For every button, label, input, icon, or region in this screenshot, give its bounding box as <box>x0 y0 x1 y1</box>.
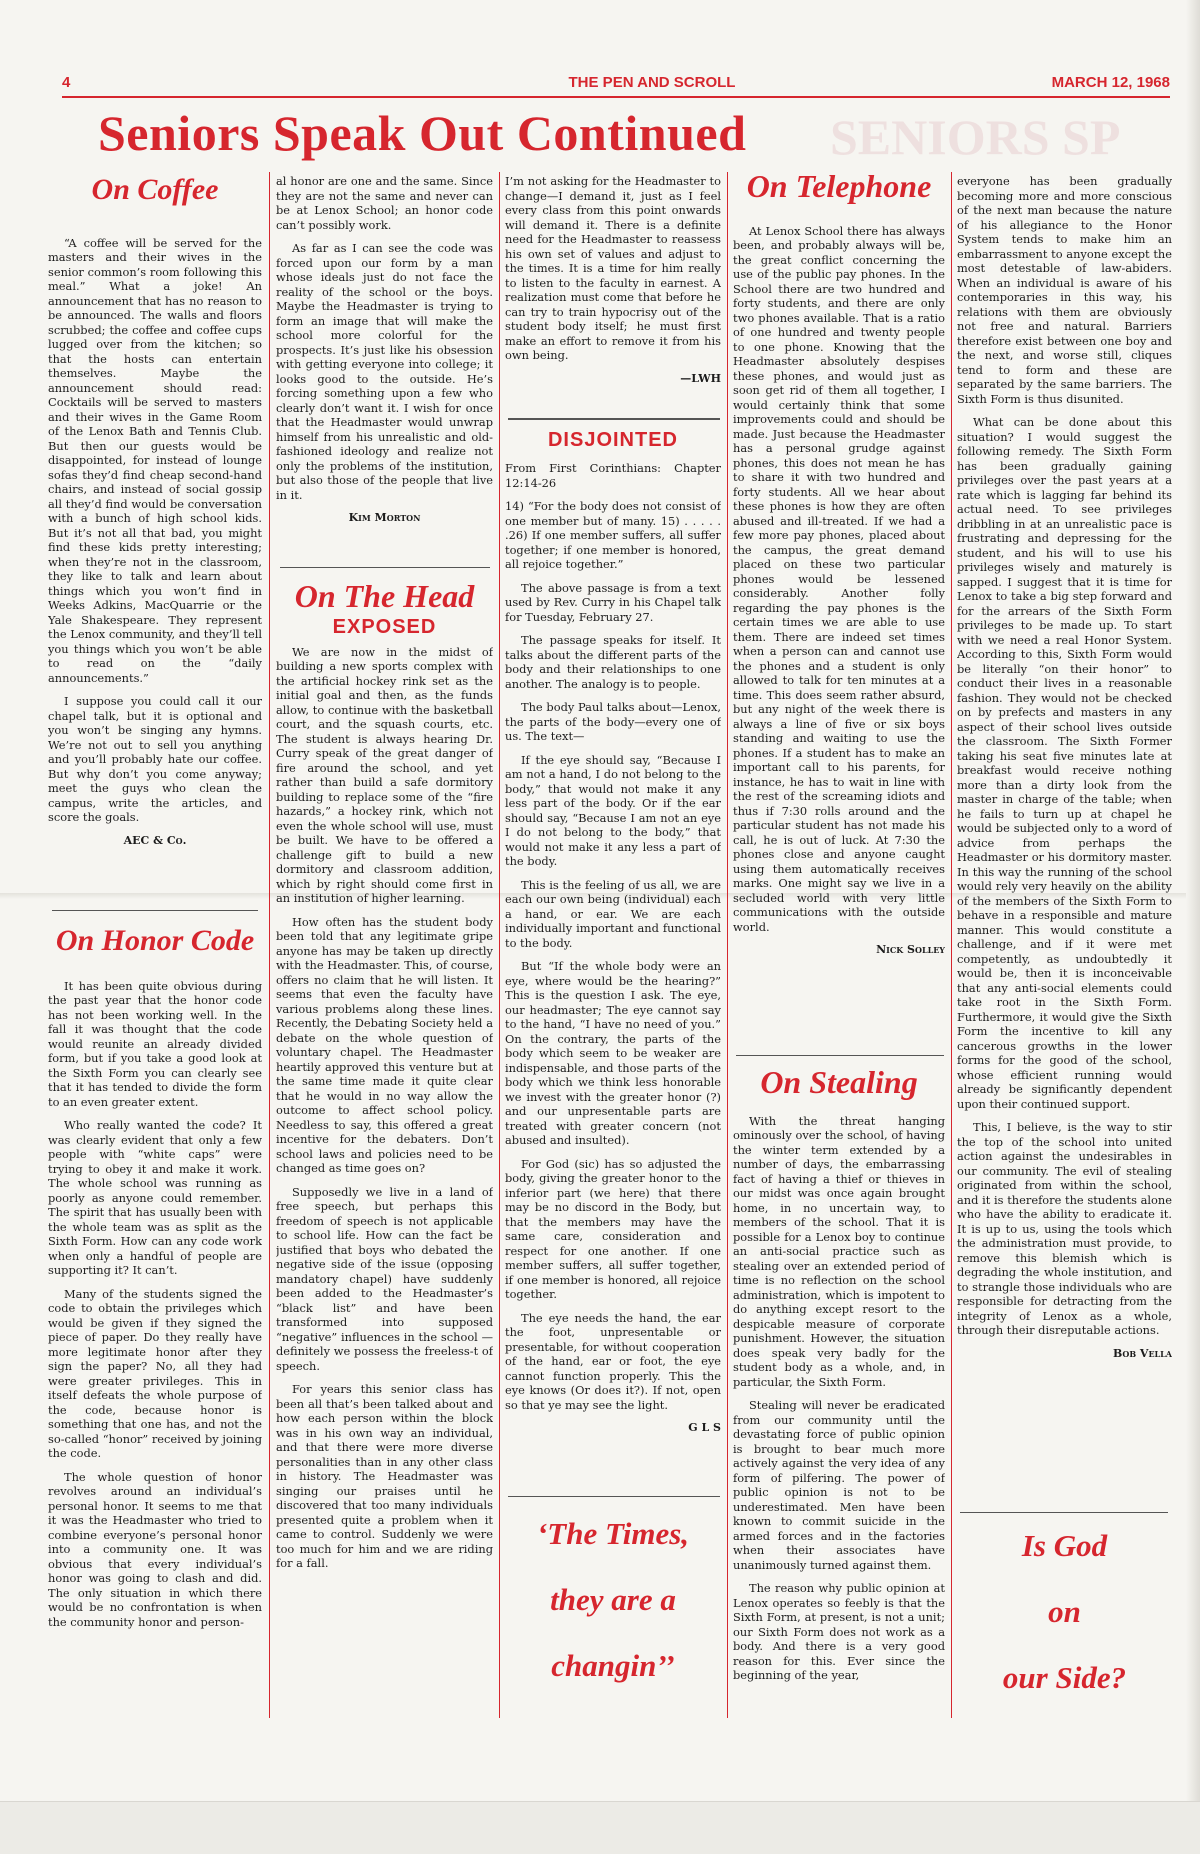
paragraph: Stealing will never be eradicated from our community until the devastating force of public opinion is brought to bear much more actively against the very idea of any form of pilfering. The power of public opinion is not to be underestimated. Men have been known to commit suicide in the armed forces and in the factories when their associates have unanimously turned against them. <box>733 1398 945 1572</box>
section-subtitle: EXPOSED <box>332 615 437 638</box>
paragraph: But “If the whole body were an eye, where would be the hearing?” This is the question I ask. The eye, our headmaster; The eye cannot say to the hand, “I have no need of you.” On the contrary, the parts of the body which seem to be weaker are indispensable, and those parts of the body which we think less honorable we invest with the greater honor (?) and our unpresentable parts are treated with greater concern (not abused and insulted). <box>505 959 721 1147</box>
scan-bottom-strip <box>0 1801 1200 1854</box>
paragraph: al honor are one and the same. Since they are not the same and never can be at Lenox School; an honor code can’t possibly work. <box>276 174 493 232</box>
column-rule <box>951 172 952 1718</box>
paragraph: The eye needs the hand, the ear the foot, unpresentable or presentable, for without cooperation of the hand, ear or foot, the eye cannot function properly. This the eye knows (Or does it?). If not, open so that ye may see the light. <box>505 1310 721 1412</box>
pull-quote-line: they are a <box>550 1582 676 1617</box>
pull-quote-times <box>505 1518 721 1718</box>
article-rule <box>960 1512 1168 1513</box>
paragraph: For God (sic) has so adjusted the body, giving the greater honor to the inferior part (we here) that there may be no discord in the Body, but that the members may have the same care, consideration and respect for one another. If one member suffers, all suffer together, if one member is honored, all rejoice together. <box>505 1156 721 1301</box>
byline: Kim Morton <box>348 511 421 524</box>
article-rule <box>508 418 720 420</box>
pull-quote-line: ‘The Times, <box>536 1518 690 1551</box>
paragraph: Supposedly we live in a land of free speech, but perhaps this freedom of speech is not applicable to school life. How can the fact be justified that boys who debated the negative side of the issue (opposing mandatory chapel) have suddenly been added to the Headmaster’s “black list” and have been transformed into supposed “negative” influences in the school —definitely we possess the freeless-t of speech. <box>276 1184 493 1373</box>
show-through-headline: SENIORS SP <box>830 109 1121 165</box>
pull-quote-line: changin’’ <box>551 1648 675 1683</box>
section-title: On The Head <box>294 580 475 614</box>
paragraph: If the eye should say, “Because I am not a hand, I do not belong to the body,” that would not make it any less part of the body. Or if the ear should say, “Because I am not an eye I do not belong to the body,” that would not make it any less a part of the body. <box>505 752 721 868</box>
pull-quote-line: on <box>1048 1594 1081 1629</box>
paragraph: We are now in the midst of building a new sports complex with the artificial hockey rink set as the initial goal and then, as the funds allow, to continue with the basketball court, and the squash courts, etc. The student is always hearing Dr. Curry speak of the great danger of fire around the school, and yet rather than build a safe dormitory building to replace some of the “fire hazards,” a hockey rink, which not even the whole school will use, must be built. We have to be offered a challenge gift to build a new dormitory and classroom addition, which by right should come first in an institution of higher learning. <box>276 644 493 906</box>
article-on-stealing <box>733 1066 945 1738</box>
article-rule <box>508 1496 720 1497</box>
pull-quote-god <box>957 1530 1172 1730</box>
paragraph: This, I believe, is the way to stir the top of the school into united action against the undesirables in our community. The evil of stealing originated from within the school, and it is therefore the students alone who have the ability to eradicate it. It is up to us, using the tools which the administration must provide, to remove this blemish which is degrading the whole institution, and to strangle those individuals who are responsible for detracting from the integrity of Lenox as a whole, through their disreputable actions. <box>957 1120 1172 1337</box>
article-on-stealing-continued <box>957 174 1172 1516</box>
page-number: 4 <box>62 74 71 91</box>
paragraph: For years this senior class has been all that’s been talked about and how each person within the block was in his own way an individual, and that there were more diverse personalities than in any other class in history. The Headmaster was singing our praises until he discovered that too many individuals presented quite a problem when it came to control. Suddenly we were too much for him and we are riding for a fall. <box>276 1382 493 1571</box>
column-rule <box>499 172 500 1718</box>
article-disjointed <box>505 430 721 1490</box>
paragraph: What can be done about this situation? I would suggest the following remedy. The Sixth Form has been gradually gaining privileges over the past years at a rate which is lagging far behind its actual need. To see privileges dribbling in at an unrealistic pace is frustrating and depressing for the student, and his will to use his privileges wisely and maturely is sapped. I suggest that it is time for Lenox to take a big step forward and for the arrears of the Sixth Form privileges to be made up. To start with we need a real Honor System. According to this, Sixth Form would be literally “on their honor” to conduct their lives in a reasonable fashion. They would not be checked on by prefects and masters in any aspect of their school lives outside the classroom. The Sixth Former taking his seat five minutes late at breakfast would receive nothing more than a dirty look from the master in charge of the table; when he fails to turn up at chapel he would be subjected only to a word of advice from perhaps the Headmaster or his dormitory master. In this way the running of the school would rely very heavily on the ability of the members of the Sixth Form to behave in a responsible and mature manner. This would constitute a challenge, and if it were met competently, as undoubtedly it would be, then it is inconceivable that any anti-social elements could take root in the Sixth Form. Furthermore, it would give the Sixth Form the incentive to kill any cancerous growths in the lower forms for the good of the school, whose efficient running would already be significantly dependent upon their continued support. <box>957 415 1172 1111</box>
paragraph: As far as I can see the code was forced upon our form by a man whose ideals just do not face the reality of the school or the boys. Maybe the Headmaster is trying to form an image that will make the school more colorful for the prospects. It’s just like his obsession with getting everyone into college; it looks good to the outside. He’s forcing something upon a few who clearly don’t want it. I wish for once that the Headmaster would unwrap himself from his unrealistic and old-fashioned ideology and realize not only the problems of the institution, but also those of the people that live in it. <box>276 241 493 502</box>
paragraph: The body Paul talks about—Lenox, the parts of the body—every one of us. The text— <box>505 700 721 743</box>
section-title: On Honor Code <box>55 925 255 957</box>
paragraph: With the threat hanging ominously over the school, of having the winter term extended by a number of days, the embarrassing fact of having a thief or thieves in our midst was once again brought home, in no uncertain way, to members of the school. That it is possible for a Lenox boy to continue an anti-social practice such as stealing over an extended period of time is no reflection on the school administration, which is impotent to do anything except resort to the despicable measure of corporate punishment. However, the situation does speak very badly for the student body as a whole, and, in particular, the Sixth Form. <box>733 1113 945 1389</box>
paragraph: Many of the students signed the code to obtain the privileges which would be given if they signed the piece of paper. Do they really have more legitimate honor after they sign the paper? No, all they had were greater privileges. This in itself defeats the whole purpose of the code, because honor is something that one has, and not the so-called “honor” received by joining the code. <box>48 1286 262 1460</box>
column-rule <box>269 172 270 1718</box>
column-rule <box>727 172 728 1718</box>
article-on-the-head <box>276 580 493 1737</box>
article-on-telephone <box>733 170 945 1050</box>
paragraph: Who really wanted the code? It was clearly evident that only a few people with “white caps” were trying to obey it and make it work. The whole school was running as poorly as anyone could remember. The spirit that has usually been with the whole team was as split as the Sixth Form. How can any code work when only a handful of people are supporting it? It can’t. <box>48 1118 262 1277</box>
article-on-coffee <box>48 174 262 904</box>
article-rule <box>52 910 258 911</box>
section-title: On Telephone <box>746 170 932 204</box>
paragraph: everyone has been gradually becoming more and more conscious of the next man because the nature of his allegiance to the Honor System tends to make him an embarrassment to anyone except the most detestable of law-abiders. When an individual is aware of his contemporaries in this way, his relations with them are obviously not free and natural. Barriers therefore exist between one boy and the next, and worse still, cliques tend to form and these are separated by the same barriers. The Sixth Form is thus disunited. <box>957 174 1172 406</box>
paragraph: I’m not asking for the Headmaster to change—I demand it, just as I feel every class from this point onwards will demand it. There is a definite need for the Headmaster to reassess his own set of values and adjust to the times. It is a time for him really to listen to the faculty in earnest. A realization must come that before he can try to train hypocrisy out of the student body itself; he must first make an effort to remove it from his own being. <box>505 174 721 362</box>
issue-date: MARCH 12, 1968 <box>1051 74 1170 91</box>
page-edge-shadow <box>1186 0 1200 1854</box>
byline: —LWH <box>680 371 721 385</box>
masthead <box>62 74 1170 98</box>
paragraph: It has been quite obvious during the past year that the honor code has not been working well. In the fall it was thought that the code would reunite an already divided form, but if you take a good look at the Sixth Form you can clearly see that it has tended to divide the form to an even greater extent. <box>48 978 262 1109</box>
section-title: DISJOINTED <box>547 430 679 451</box>
byline: AEC & Co. <box>123 833 187 847</box>
article-on-honor-code-continued <box>276 174 493 559</box>
paragraph: The whole question of honor revolves around an individual’s personal honor. It seems to me that it was the Headmaster who tried to combine everyone’s personal honor into a community one. It was obvious that every individual’s honor was going to clash and did. The only situation in which there would be no confrontation is when the community honor and person- <box>48 1469 262 1629</box>
pull-quote-line: our Side? <box>1002 1660 1127 1695</box>
byline: G L S <box>688 1421 721 1434</box>
article-rule <box>280 567 490 568</box>
article-on-honor-code <box>48 925 262 1737</box>
article-on-the-head-continued <box>505 174 721 414</box>
paragraph: I suppose you could call it our chapel talk, but it is optional and you won’t be singing any hymns. We’re not out to sell you anything and you’ll probably hate our coffee. But why don’t you come anyway; meet the guys who clean the campus, write the articles, and score the goals. <box>48 694 262 824</box>
paragraph: The above passage is from a text used by Rev. Curry in his Chapel talk for Tuesday, February 27. <box>505 580 721 624</box>
paragraph: The passage speaks for itself. It talks about the different parts of the body and their relationships to one another. The analogy is to people. <box>505 633 721 691</box>
publication-name: THE PEN AND SCROLL <box>568 74 736 91</box>
paragraph: How often has the student body been told that any legitimate gripe anyone has may be taken up directly with the Headmaster. This, of course, offers no claim that he will listen. It seems that even the faculty have various problems along these lines. Recently, the Debating Society held a debate on the whole question of voluntary chapel. The Headmaster heartily approved this venture but at the same time made it quite clear that he would in no way allow the outcome to affect school policy. Needless to say, this offered a great incentive for the debaters. Don’t school laws and policies need to be changed as time goes on? <box>276 914 493 1176</box>
article-rule <box>736 1055 944 1056</box>
paragraph: From First Corinthians: Chapter 12:14-26 <box>505 461 721 490</box>
section-title: On Coffee <box>91 174 219 206</box>
paragraph: The reason why public opinion at Lenox operates so feebly is that the Sixth Form, at present, is not a unit; our Sixth Form does not work as a body. And there is a very good reason for this. Ever since the beginning of the year, <box>733 1581 945 1683</box>
pull-quote-line: Is God <box>1021 1530 1108 1563</box>
byline: Bob Vella <box>1113 1346 1172 1360</box>
paragraph: 14) “For the body does not consist of one member but of many. 15) . . . . . .26) If one member suffers, all suffer together; if one member is honored, all rejoice together.” <box>505 499 721 571</box>
byline: Nick Solley <box>876 943 945 957</box>
paragraph: “A coffee will be served for the masters and their wives in the senior common’s room following this meal.” What a joke! An announcement that has no reason to be announced. The walls and floors scrubbed; the coffee and coffee cups lugged over from the kitchen; so that the hosts can entertain themselves. Maybe the announcement should read: Cocktails will be served to masters and their wives in the Game Room of the Lenox Bath and Tennis Club. But then our guests would be disappointed, for instead of lounge sofas they’d find cheap second-hand chairs, and instead of social gossip all they’d find would be conversation with a bunch of high school kids. But it’s not all that bad, you might find these kids pretty interesting; when they’re not in the classroom, they like to talk and learn about things which you won’t find in Weeks Adkins, MacQuarrie or the Yale Shakespeare. They represent the Lenox community, and they’ll tell you things which you won’t be able to read on the “daily announcements.” <box>48 235 262 685</box>
paragraph: At Lenox School there has always been, and probably always will be, the great conflict concerning the use of the public pay phones. In the School there are two hundred and forty students, and there are only two phones available. That is a ratio of one hundred and twenty people to one phone. Knowing that the Headmaster absolutely despises these phones, and would just as soon get rid of them all together, I would certainly think that some improvements could and should be made. Just because the Headmaster has a personal grudge against phones, this does not mean he has to share it with two hundred and forty students. All we hear about these phones is how they are often abused and ill-treated. If we had a few more pay phones, placed about the campus, the great demand placed on these two particular phones would be lessened considerably. Another folly regarding the pay phones is the certain times we are able to use them. There are indeed set times when a person can and cannot use the phones and a student is only allowed to talk for ten minutes at a time. This does seem rather absurd, but any night of the week there is always a line of five or six boys standing and waiting to use the phones. If a student has to make an important call to his parents, for instance, he has to wait in line with the rest of the screaming idiots and thus if 7:30 rolls around and the particular student has not made his call, he is out of luck. At 7:30 the phones close and anyone caught using them automatically receives marks. One might say we live in a secluded world with very little communications with the outside world. <box>733 223 945 934</box>
paragraph: This is the feeling of us all, we are each our own being (individual) each a hand, or ear. We are each individually important and functional to the body. <box>505 877 721 950</box>
page-headline: Seniors Speak Out Continued <box>98 105 747 161</box>
section-title: On Stealing <box>760 1066 918 1100</box>
